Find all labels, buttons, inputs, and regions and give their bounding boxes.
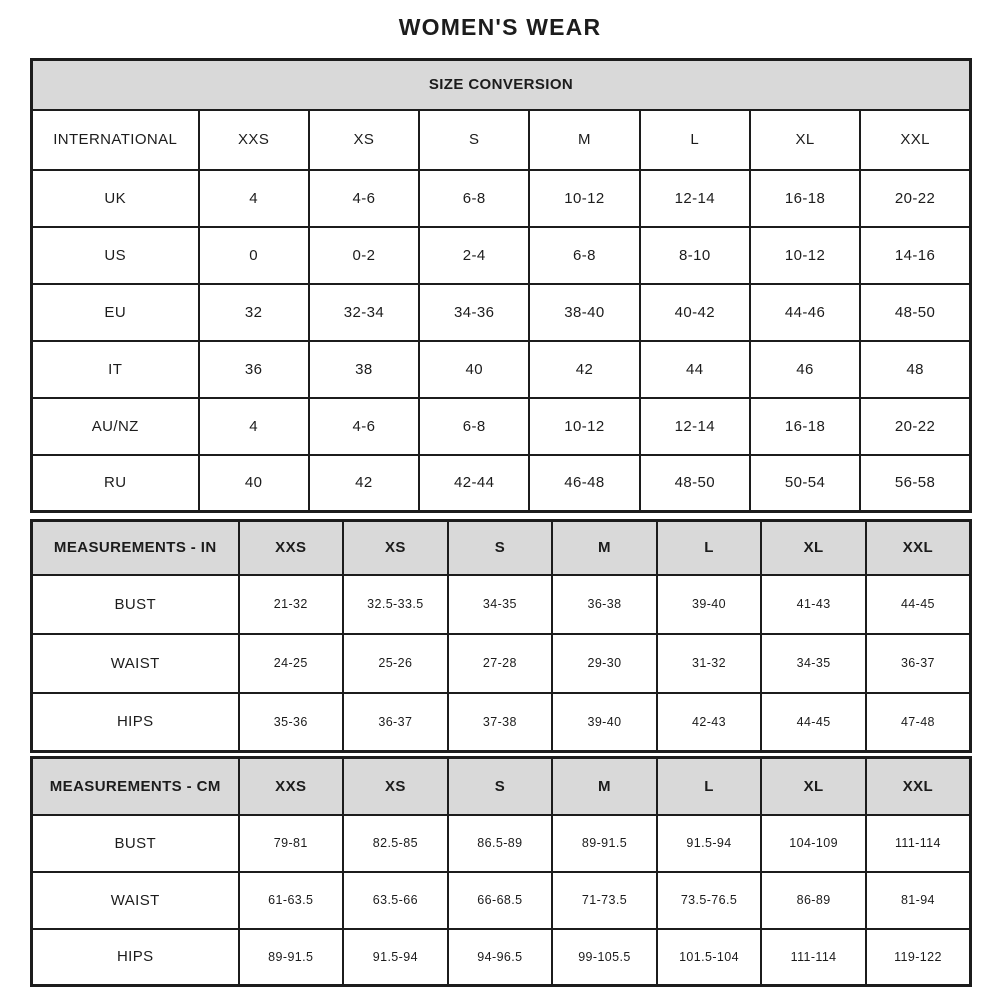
table-row bbox=[32, 634, 971, 693]
value-cell: 46 bbox=[750, 341, 860, 398]
value-cell: 0 bbox=[199, 227, 309, 284]
column-header-cell: L bbox=[657, 521, 762, 575]
value-cell: 14-16 bbox=[860, 227, 970, 284]
value-cell: 46-48 bbox=[529, 455, 639, 512]
value-cell: M bbox=[529, 110, 639, 170]
value-cell: 16-18 bbox=[750, 170, 860, 227]
value-cell: 21-32 bbox=[239, 575, 344, 634]
page-title: WOMEN'S WEAR bbox=[398, 14, 602, 40]
value-cell: 4 bbox=[199, 170, 309, 227]
column-header-cell: XS bbox=[343, 521, 448, 575]
row-label-cell: AU/NZ bbox=[32, 398, 199, 455]
table-row bbox=[32, 170, 971, 227]
value-cell: 44-45 bbox=[866, 575, 971, 634]
value-cell: 4 bbox=[199, 398, 309, 455]
row-label-cell: INTERNATIONAL bbox=[32, 110, 199, 170]
value-cell: 42-44 bbox=[419, 455, 529, 512]
table-row bbox=[32, 815, 971, 872]
column-header-cell: S bbox=[448, 758, 553, 815]
column-header-cell: XXS bbox=[239, 758, 344, 815]
value-cell: XL bbox=[750, 110, 860, 170]
table-title-cell: MEASUREMENTS - CM bbox=[32, 758, 239, 815]
value-cell: 39-40 bbox=[657, 575, 762, 634]
value-cell: 86.5-89 bbox=[448, 815, 553, 872]
value-cell: 36-37 bbox=[343, 693, 448, 752]
value-cell: 81-94 bbox=[866, 872, 971, 929]
value-cell: 111-114 bbox=[761, 929, 866, 986]
column-header-cell: S bbox=[448, 521, 553, 575]
value-cell: 4-6 bbox=[309, 170, 419, 227]
value-cell: 71-73.5 bbox=[552, 872, 657, 929]
value-cell: 2-4 bbox=[419, 227, 529, 284]
value-cell: L bbox=[640, 110, 750, 170]
value-cell: 0-2 bbox=[309, 227, 419, 284]
value-cell: 36 bbox=[199, 341, 309, 398]
value-cell: 91.5-94 bbox=[343, 929, 448, 986]
value-cell: 56-58 bbox=[860, 455, 970, 512]
table-row bbox=[32, 693, 971, 752]
table-row bbox=[32, 575, 971, 634]
value-cell: 42-43 bbox=[657, 693, 762, 752]
column-header-cell: XL bbox=[761, 521, 866, 575]
value-cell: 32-34 bbox=[309, 284, 419, 341]
value-cell: 16-18 bbox=[750, 398, 860, 455]
table-title-cell: SIZE CONVERSION bbox=[32, 60, 971, 110]
value-cell: 34-35 bbox=[761, 634, 866, 693]
value-cell: 24-25 bbox=[239, 634, 344, 693]
row-label-cell: BUST bbox=[32, 575, 239, 634]
value-cell: 10-12 bbox=[750, 227, 860, 284]
value-cell: 44 bbox=[640, 341, 750, 398]
value-cell: 32.5-33.5 bbox=[343, 575, 448, 634]
value-cell: 12-14 bbox=[640, 170, 750, 227]
value-cell: 20-22 bbox=[860, 170, 970, 227]
value-cell: S bbox=[419, 110, 529, 170]
size-conversion-table bbox=[30, 58, 972, 513]
value-cell: XXL bbox=[860, 110, 970, 170]
value-cell: 36-38 bbox=[552, 575, 657, 634]
table-header-row bbox=[32, 758, 971, 815]
measurements-cm-table bbox=[30, 756, 972, 987]
value-cell: 6-8 bbox=[529, 227, 639, 284]
value-cell: 8-10 bbox=[640, 227, 750, 284]
value-cell: 61-63.5 bbox=[239, 872, 344, 929]
value-cell: 99-105.5 bbox=[552, 929, 657, 986]
table-row bbox=[32, 929, 971, 986]
value-cell: 34-35 bbox=[448, 575, 553, 634]
table-row bbox=[32, 110, 971, 170]
value-cell: 31-32 bbox=[657, 634, 762, 693]
value-cell: 119-122 bbox=[866, 929, 971, 986]
value-cell: 42 bbox=[529, 341, 639, 398]
column-header-cell: XS bbox=[343, 758, 448, 815]
value-cell: 104-109 bbox=[761, 815, 866, 872]
column-header-cell: M bbox=[552, 758, 657, 815]
table-header-row bbox=[32, 521, 971, 575]
value-cell: 40 bbox=[199, 455, 309, 512]
value-cell: 38 bbox=[309, 341, 419, 398]
column-header-cell: M bbox=[552, 521, 657, 575]
row-label-cell: HIPS bbox=[32, 693, 239, 752]
value-cell: 66-68.5 bbox=[448, 872, 553, 929]
row-label-cell: HIPS bbox=[32, 929, 239, 986]
value-cell: 47-48 bbox=[866, 693, 971, 752]
column-header-cell: XXL bbox=[866, 758, 971, 815]
row-label-cell: WAIST bbox=[32, 872, 239, 929]
value-cell: 40-42 bbox=[640, 284, 750, 341]
row-label-cell: EU bbox=[32, 284, 199, 341]
table-row bbox=[32, 872, 971, 929]
value-cell: 10-12 bbox=[529, 170, 639, 227]
column-header-cell: L bbox=[657, 758, 762, 815]
value-cell: 82.5-85 bbox=[343, 815, 448, 872]
row-label-cell: RU bbox=[32, 455, 199, 512]
table-row bbox=[32, 341, 971, 398]
measurements-in-table bbox=[30, 519, 972, 753]
table-row bbox=[32, 284, 971, 341]
table-title-cell: MEASUREMENTS - IN bbox=[32, 521, 239, 575]
value-cell: 25-26 bbox=[343, 634, 448, 693]
value-cell: 48-50 bbox=[640, 455, 750, 512]
value-cell: 48 bbox=[860, 341, 970, 398]
value-cell: 4-6 bbox=[309, 398, 419, 455]
value-cell: XXS bbox=[199, 110, 309, 170]
table-row bbox=[32, 455, 971, 512]
value-cell: 89-91.5 bbox=[239, 929, 344, 986]
value-cell: 40 bbox=[419, 341, 529, 398]
table-row bbox=[32, 227, 971, 284]
column-header-cell: XXL bbox=[866, 521, 971, 575]
value-cell: 48-50 bbox=[860, 284, 970, 341]
value-cell: 36-37 bbox=[866, 634, 971, 693]
value-cell: 12-14 bbox=[640, 398, 750, 455]
value-cell: 42 bbox=[309, 455, 419, 512]
table-row bbox=[32, 398, 971, 455]
value-cell: 41-43 bbox=[761, 575, 866, 634]
value-cell: 10-12 bbox=[529, 398, 639, 455]
value-cell: 111-114 bbox=[866, 815, 971, 872]
row-label-cell: IT bbox=[32, 341, 199, 398]
value-cell: 63.5-66 bbox=[343, 872, 448, 929]
value-cell: 34-36 bbox=[419, 284, 529, 341]
value-cell: 39-40 bbox=[552, 693, 657, 752]
value-cell: 73.5-76.5 bbox=[657, 872, 762, 929]
value-cell: 44-45 bbox=[761, 693, 866, 752]
row-label-cell: UK bbox=[32, 170, 199, 227]
value-cell: 86-89 bbox=[761, 872, 866, 929]
value-cell: 6-8 bbox=[419, 170, 529, 227]
value-cell: 38-40 bbox=[529, 284, 639, 341]
value-cell: 37-38 bbox=[448, 693, 553, 752]
value-cell: 6-8 bbox=[419, 398, 529, 455]
value-cell: XS bbox=[309, 110, 419, 170]
value-cell: 35-36 bbox=[239, 693, 344, 752]
value-cell: 91.5-94 bbox=[657, 815, 762, 872]
column-header-cell: XL bbox=[761, 758, 866, 815]
row-label-cell: BUST bbox=[32, 815, 239, 872]
value-cell: 20-22 bbox=[860, 398, 970, 455]
value-cell: 44-46 bbox=[750, 284, 860, 341]
table-title-row bbox=[32, 60, 971, 110]
value-cell: 101.5-104 bbox=[657, 929, 762, 986]
value-cell: 32 bbox=[199, 284, 309, 341]
row-label-cell: WAIST bbox=[32, 634, 239, 693]
value-cell: 89-91.5 bbox=[552, 815, 657, 872]
column-header-cell: XXS bbox=[239, 521, 344, 575]
value-cell: 29-30 bbox=[552, 634, 657, 693]
row-label-cell: US bbox=[32, 227, 199, 284]
value-cell: 27-28 bbox=[448, 634, 553, 693]
value-cell: 94-96.5 bbox=[448, 929, 553, 986]
value-cell: 79-81 bbox=[239, 815, 344, 872]
value-cell: 50-54 bbox=[750, 455, 860, 512]
